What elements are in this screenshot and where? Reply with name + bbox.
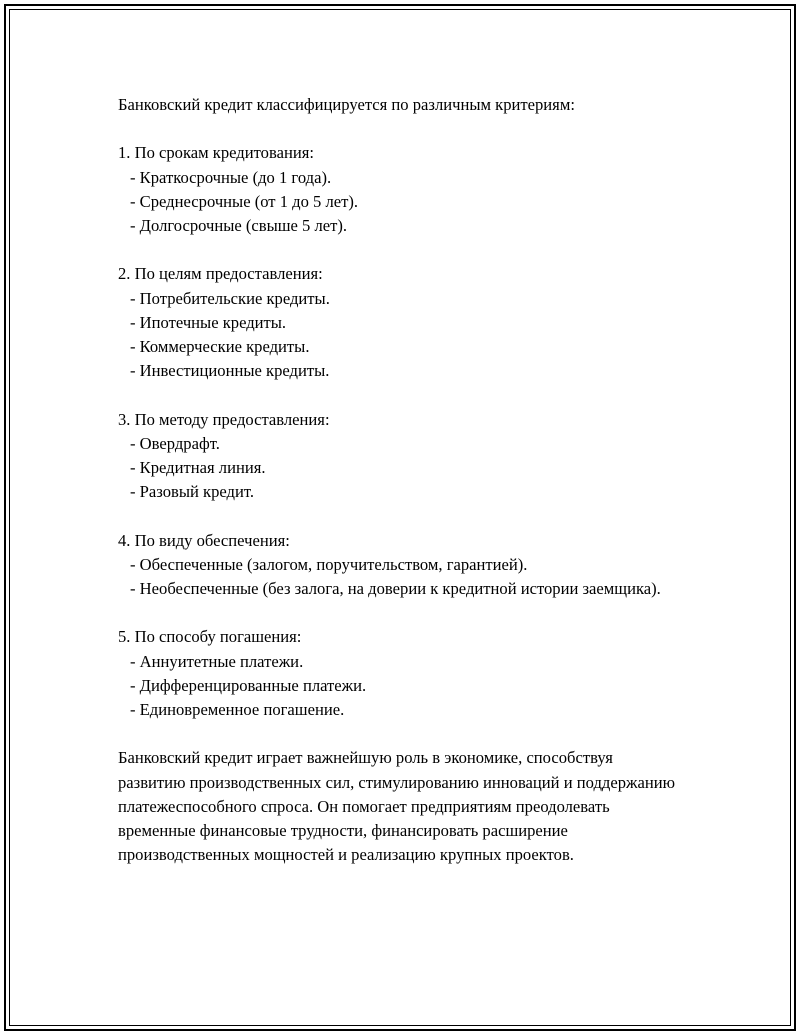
list-item: - Единовременное погашение. [130,700,345,719]
document-body [118,93,678,867]
list-item: - Аннуитетные платежи. [130,651,304,671]
list-item: - Разовый кредит. [130,482,255,502]
spacer [118,238,678,262]
spacer [118,722,678,746]
list-item: - Необеспеченные (без залога, на доверии к кредитной истории заемщика). [130,579,661,598]
section-title-terms: 1. По срокам кредитования: [118,143,314,163]
list-item: - Дифференцированные платежи. [130,675,367,695]
list-item: - Обеспеченные (залогом, поручительством, гарантией). [130,554,528,574]
list-item: - Коммерческие кредиты. [130,337,310,356]
list-item: - Ипотечные кредиты. [130,312,287,332]
section-title-repayment: 5. По способу погашения: [118,627,302,647]
list-item: - Краткосрочные (до 1 года). [130,167,332,187]
spacer [118,504,678,528]
section-title-security: 4. По виду обеспечения: [118,530,290,550]
spacer [118,117,678,141]
intro-paragraph: Банковский кредит классифицируется по различным критериям: [118,95,575,114]
list-item: - Кредитная линия. [130,458,266,477]
conclusion-paragraph: Банковский кредит играет важнейшую роль в экономике, способствуя развитию производственных сил, стимулированию инноваций и поддержанию платежеспособного спроса. Он помогает предприятиям преодолевать временные финансовые трудности, финансировать расширение производственных мощностей и реализацию крупных проектов. [118,748,675,865]
list-item: - Инвестиционные кредиты. [130,361,330,381]
list-item: - Долгосрочные (свыше 5 лет). [130,216,348,235]
section-title-method: 3. По методу предоставления: [118,409,330,429]
section-title-purposes: 2. По целям предоставления: [118,264,323,284]
spacer [118,383,678,407]
list-item: - Среднесрочные (от 1 до 5 лет). [130,191,359,211]
list-item: - Потребительские кредиты. [130,288,330,308]
spacer [118,601,678,625]
list-item: - Овердрафт. [130,433,220,453]
